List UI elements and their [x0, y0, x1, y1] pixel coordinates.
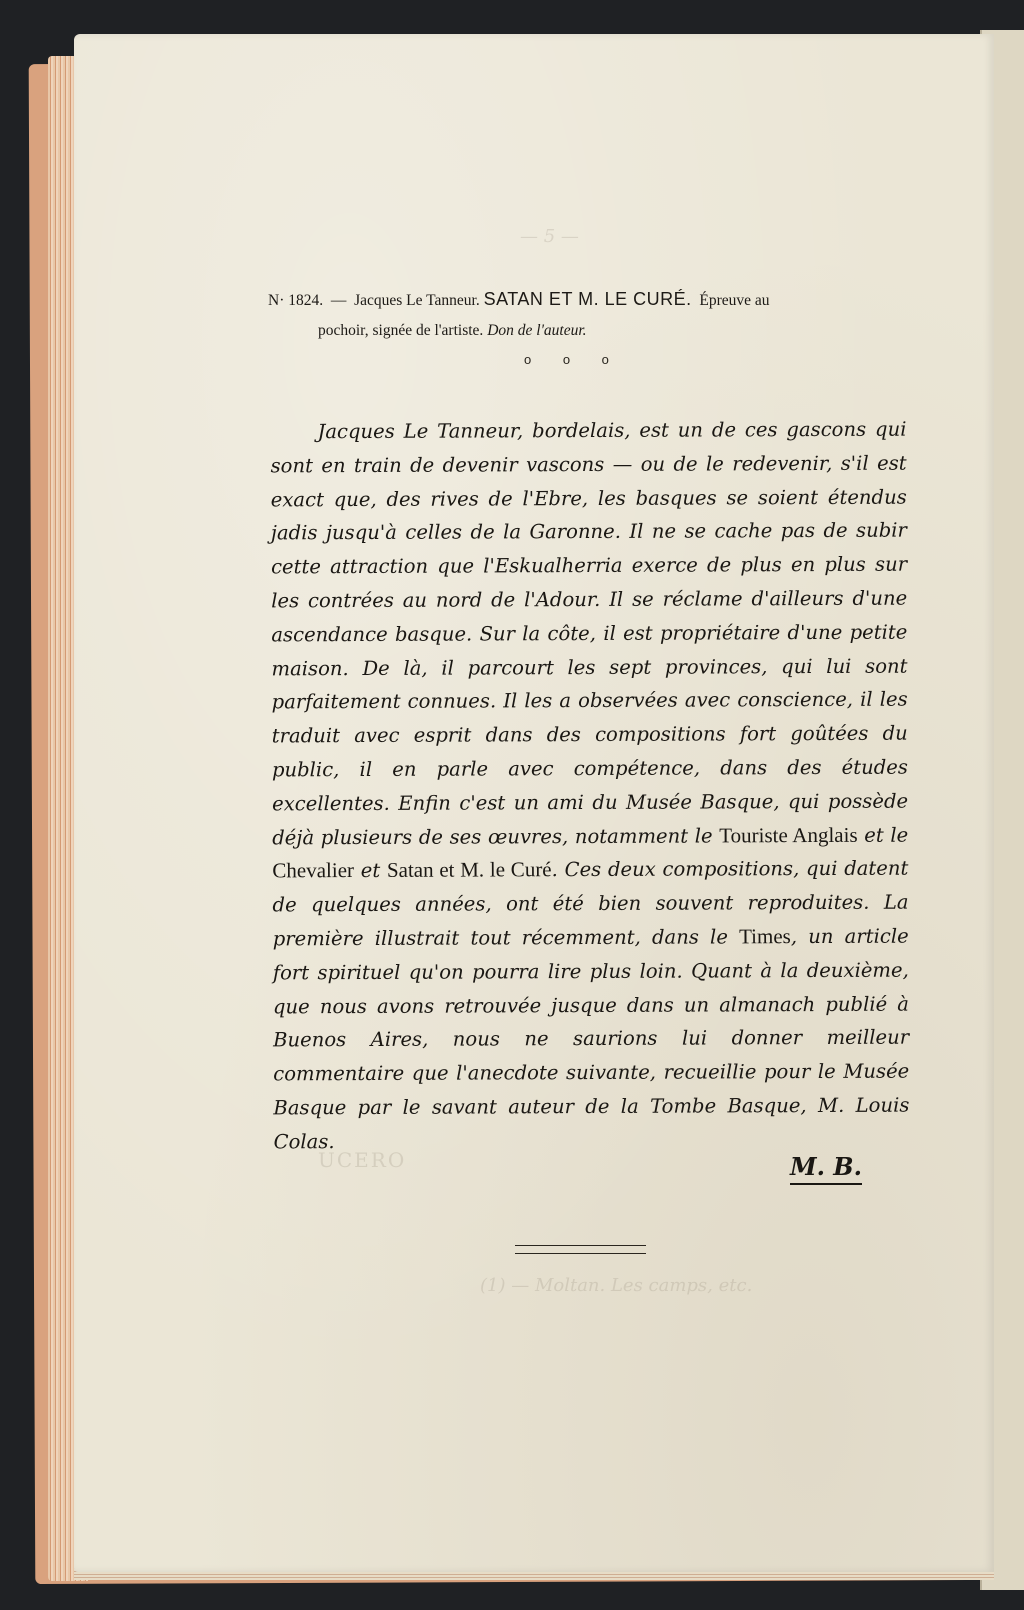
- paragraph-text: . Ces deux compositions, qui datent de quelques années, ont été bien souvent reproduites. La première illustrait tout récemment, dans le: [272, 856, 909, 951]
- paragraph-text: , un article fort spirituel qu'on pourra lire plus loin. Quant à la deuxième, que nous avons retrouvée jusque dans un almanach publié à Buenos Aires, nous ne saurions lui donner meilleur commentaire que l'anecdote suivante, recueillie pour le Musée Basque par le savant auteur de la Tombe Basque, M. Louis Colas.: [272, 924, 910, 1154]
- entry-title: SATAN ET M. LE CURÉ.: [483, 289, 692, 309]
- entry-provenance: Don de l'auteur.: [487, 322, 587, 339]
- paragraph-text: et: [353, 859, 387, 883]
- entry-first-line: [268, 284, 908, 316]
- entry-author: Jacques Le Tanneur.: [354, 292, 480, 309]
- catalogue-entry: [268, 284, 908, 346]
- paragraph-text: et le: [857, 823, 909, 847]
- double-rule-divider: [515, 1245, 646, 1254]
- entry-description-end: pochoir, signée de l'artiste.: [318, 322, 484, 339]
- newspaper-title-times: Times: [739, 924, 791, 949]
- show-through-page-number: — 5 —: [520, 226, 579, 247]
- work-title-chevalier: Chevalier: [272, 858, 355, 883]
- show-through-footnote: (1) — Moltan. Les camps, etc.: [480, 1275, 753, 1296]
- signature: M. B.: [790, 1152, 862, 1185]
- separator-dots: o o o: [524, 352, 623, 367]
- entry-description-start: Épreuve au: [699, 292, 770, 309]
- paragraph: [270, 413, 909, 1159]
- entry-number: N· 1824.: [268, 292, 324, 309]
- work-title-touriste: Touriste Anglais: [719, 822, 858, 847]
- work-title-satan: Satan et M. le Curé: [386, 857, 552, 883]
- body-paragraph: [270, 413, 909, 1159]
- paragraph-text: Jacques Le Tanneur, bordelais, est un de ces gascons qui sont en train de devenir vascons — ou de le redevenir, s'il est exact que, des rives de l'Ebre, les basques se soient étendus jadis jusqu'à celles de la Garonne. Il ne se cache pas de subir cette attraction que l'Eskualherria exerce de plus en plus sur les contrées au nord de l'Adour. Il se réclame d'ailleurs d'une ascendance basque. Sur la côte, il est propriétaire d'une petite maison. De là, il parcourt les sept provinces, qui lui sont parfaitement connues. Il les a observées avec conscience, il les traduit avec esprit dans des compositions fort goûtées du public, il en parle avec compétence, dans des études excellentes. Enfin c'est un ami du Musée Basque, qui possède déjà plusieurs de ses œuvres, notamment le: [270, 417, 909, 849]
- entry-dash: —: [330, 292, 347, 309]
- show-through-heading: UCERO: [318, 1148, 407, 1172]
- entry-second-line: [268, 316, 908, 346]
